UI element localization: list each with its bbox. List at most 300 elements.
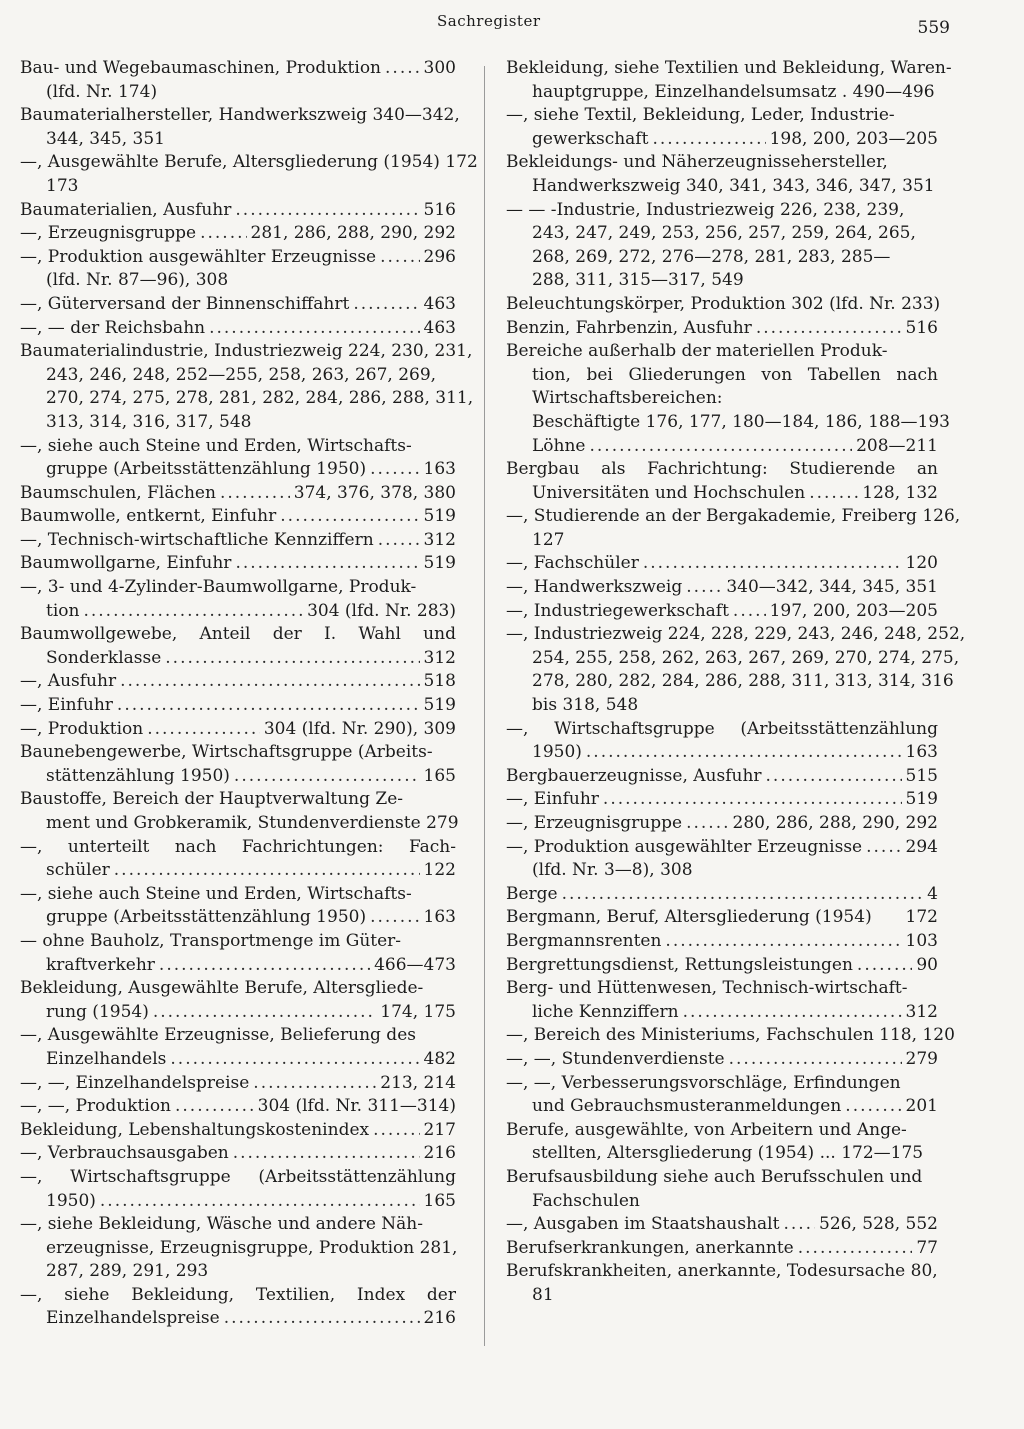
index-entry-continuation xyxy=(20,600,456,624)
dot-leader xyxy=(603,788,902,812)
page-number: 559 xyxy=(917,18,950,38)
index-term: —, 3- und 4-Zylinder-Baumwollgarne, Produk- xyxy=(20,577,417,598)
index-term: Baunebengewerbe, Wirtschaftsgruppe (Arbeits- xyxy=(20,742,433,763)
page-header xyxy=(0,12,1024,42)
index-term: —, Produktion ausgewählter Erzeugnisse xyxy=(506,836,863,857)
page-references: 4 xyxy=(927,883,938,904)
index-term: tion, bei Gliederungen von Tabellen nach xyxy=(532,364,938,385)
page-references: 519 xyxy=(423,695,456,716)
dot-leader xyxy=(235,199,419,223)
index-entry xyxy=(506,1213,938,1237)
index-entry-continuation xyxy=(20,765,456,789)
index-entry xyxy=(506,1260,938,1284)
index-column-right xyxy=(506,57,966,1307)
index-entry xyxy=(506,1048,938,1072)
index-entry xyxy=(506,458,938,482)
page-references: 312 xyxy=(423,647,456,668)
index-entry xyxy=(20,293,456,317)
index-entry-continuation xyxy=(506,1190,938,1214)
index-term: —, Verbrauchsausgaben xyxy=(20,1143,229,1164)
index-term: Bekleidung, siehe Textilien und Bekleidung, Waren- xyxy=(506,58,952,78)
page-references: 304 (lfd. Nr. 283) xyxy=(307,600,456,621)
index-entry-continuation xyxy=(20,364,456,388)
dot-leader xyxy=(589,435,852,459)
index-term: erzeugnisse, Erzeugnisgruppe, Produktion 281, xyxy=(46,1237,458,1258)
index-entry-continuation xyxy=(506,1095,938,1119)
dot-leader xyxy=(562,883,924,907)
dot-leader xyxy=(100,1190,420,1214)
index-term: (lfd. Nr. 87—96), 308 xyxy=(46,270,229,291)
dot-leader xyxy=(159,954,370,978)
index-term: Baumaterialhersteller, Handwerkszweig 340—342, xyxy=(20,105,460,126)
index-column-left xyxy=(20,57,478,1331)
dot-leader xyxy=(756,317,902,341)
page-references: 340—342, 344, 345, 351 xyxy=(726,577,938,598)
page-references: 165 xyxy=(423,765,456,786)
index-entry xyxy=(20,836,456,860)
index-entry xyxy=(506,836,938,860)
index-term: Bau- und Wegebaumaschinen, Produktion xyxy=(20,58,382,78)
dot-leader xyxy=(353,293,419,317)
dot-leader xyxy=(378,529,420,553)
index-term: 243, 247, 249, 253, 256, 257, 259, 264, 265, xyxy=(532,223,916,244)
dot-leader xyxy=(224,1307,420,1331)
index-term: 254, 255, 258, 262, 263, 267, 269, 270, 274, 275, xyxy=(532,647,960,668)
index-term: Baumaterialien, Ausfuhr xyxy=(20,199,232,220)
index-entry-continuation xyxy=(506,175,938,199)
index-entry xyxy=(20,576,456,600)
index-term: 313, 314, 316, 317, 548 xyxy=(46,411,252,432)
index-entry-continuation xyxy=(506,269,938,293)
index-term: Berufe, ausgewählte, von Arbeitern und Ange- xyxy=(506,1119,907,1140)
index-term: stättenzählung 1950) xyxy=(46,765,230,786)
index-entry xyxy=(20,246,456,270)
index-term: tion xyxy=(46,600,80,621)
page-references: 519 xyxy=(905,789,938,810)
index-term: —, — der Reichsbahn xyxy=(20,317,206,338)
index-term: 81 xyxy=(532,1284,554,1305)
dot-leader xyxy=(370,458,419,482)
index-term: Berufskrankheiten, anerkannte, Todesursache 80, xyxy=(506,1261,938,1282)
index-entry-continuation xyxy=(20,1048,456,1072)
index-term: Bereiche außerhalb der materiellen Produk- xyxy=(506,341,888,362)
index-term: —, Güterversand der Binnenschiffahrt xyxy=(20,293,350,314)
page-references: 526, 528, 552 xyxy=(819,1214,938,1235)
index-entry xyxy=(20,1166,456,1190)
index-entry-continuation xyxy=(506,694,938,718)
index-term: gruppe (Arbeitsstättenzählung 1950) xyxy=(46,459,367,480)
index-term: 243, 246, 248, 252—255, 258, 263, 267, 269, xyxy=(46,364,437,385)
page-references: 463 xyxy=(423,317,456,338)
index-term: —, Produktion ausgewählter Erzeugnisse xyxy=(20,246,377,267)
index-term: Baumaterialindustrie, Industriezweig 224, 230, 231, xyxy=(20,341,473,362)
index-term: —, Ausfuhr xyxy=(20,671,117,692)
index-term: Baustoffe, Bereich der Hauptverwaltung Ze- xyxy=(20,789,404,810)
dot-leader xyxy=(643,552,902,576)
index-term: Bergrettungsdienst, Rettungsleistungen xyxy=(506,954,853,975)
index-entry xyxy=(20,529,456,553)
dot-leader xyxy=(809,482,858,506)
index-entry xyxy=(506,1119,938,1143)
index-term: Berg- und Hüttenwesen, Technisch-wirtschaft- xyxy=(506,978,908,999)
index-entry-continuation xyxy=(506,128,938,152)
index-entry-continuation xyxy=(20,1260,456,1284)
index-entry xyxy=(506,788,938,812)
index-term: —, Erzeugnisgruppe xyxy=(506,813,683,833)
page-references: 312 xyxy=(905,1001,938,1022)
index-term: 287, 289, 291, 293 xyxy=(46,1261,209,1282)
index-entry xyxy=(20,340,473,364)
index-entry xyxy=(20,623,456,647)
column-divider xyxy=(484,66,485,1346)
page-references: 128, 132 xyxy=(862,482,938,503)
index-term: —, Industriegewerkschaft xyxy=(506,600,729,621)
index-term: ment und Grobkeramik, Stundenverdienste 279 xyxy=(46,813,459,833)
index-term: —, Fachschüler xyxy=(506,553,639,574)
index-term: Bekleidung, Ausgewählte Berufe, Altersgliede- xyxy=(20,978,424,999)
index-term: und Gebrauchsmusteranmeldungen xyxy=(532,1096,842,1117)
index-entry xyxy=(506,1024,955,1048)
index-entry xyxy=(506,930,938,954)
dot-leader xyxy=(83,600,303,624)
dot-leader xyxy=(866,836,901,860)
page-references: 77 xyxy=(916,1237,938,1258)
page-references: 300 xyxy=(423,58,456,78)
index-term: Löhne xyxy=(532,435,586,456)
index-entry-continuation xyxy=(20,954,456,978)
index-entry-continuation xyxy=(20,269,456,293)
index-term: —, Einfuhr xyxy=(506,789,599,810)
index-entry xyxy=(20,1142,456,1166)
index-term: 268, 269, 272, 276—278, 281, 283, 285— xyxy=(532,246,891,267)
index-term: Sonderklasse xyxy=(46,647,162,668)
page-references: 518 xyxy=(423,671,456,692)
index-entry xyxy=(20,1095,456,1119)
index-term: 1950) xyxy=(532,742,582,763)
running-head: Sachregister xyxy=(437,12,541,30)
dot-leader xyxy=(766,765,902,789)
index-term: —, siehe auch Steine und Erden, Wirtschafts- xyxy=(20,883,412,904)
index-term: Wirtschaftsbereichen: xyxy=(532,388,723,409)
index-entry xyxy=(506,765,938,789)
page-references: 90 xyxy=(916,954,938,975)
index-entry-continuation xyxy=(506,222,938,246)
dot-leader xyxy=(665,930,901,954)
index-entry xyxy=(506,505,961,529)
index-term: gewerkschaft xyxy=(532,128,649,149)
page-references: 172 xyxy=(905,907,938,928)
index-entry xyxy=(506,718,938,742)
index-term: — ohne Bauholz, Transportmenge im Güter- xyxy=(20,930,402,951)
index-entry xyxy=(506,600,938,624)
page-references: 516 xyxy=(905,317,938,338)
dot-leader xyxy=(783,1213,815,1237)
index-term: —, Technisch-wirtschaftliche Kennziffern xyxy=(20,529,374,550)
index-entry xyxy=(20,317,456,341)
index-term: (lfd. Nr. 3—8), 308 xyxy=(532,860,693,881)
dot-leader xyxy=(370,906,419,930)
index-term: 344, 345, 351 xyxy=(46,128,165,149)
dot-leader xyxy=(686,576,722,600)
page-references: 294 xyxy=(905,836,938,857)
dot-leader xyxy=(686,812,728,836)
index-term: —, Erzeugnisgruppe xyxy=(20,223,197,244)
index-term: —, siehe Bekleidung, Textilien, Index der xyxy=(20,1284,456,1305)
index-entry xyxy=(506,293,941,317)
index-term: —, Ausgaben im Staatshaushalt xyxy=(506,1214,780,1235)
index-entry-continuation xyxy=(506,859,938,883)
dot-leader xyxy=(234,765,420,789)
index-term: —, Einfuhr xyxy=(20,695,113,716)
index-term: Beleuchtungskörper, Produktion 302 (lfd. Nr. 233) xyxy=(506,293,941,314)
page-references: 482 xyxy=(423,1048,456,1069)
index-term: Einzelhandelspreise xyxy=(46,1308,220,1329)
index-entry xyxy=(506,812,938,836)
index-entry xyxy=(506,151,938,175)
index-term: —, —, Einzelhandelspreise xyxy=(20,1072,250,1093)
index-entry xyxy=(20,482,456,506)
page-references: 120 xyxy=(905,553,938,574)
page-references: 217 xyxy=(423,1119,456,1140)
index-term: hauptgruppe, Einzelhandelsumsatz . 490—496 xyxy=(532,81,935,102)
index-term: —, siehe Textil, Bekleidung, Leder, Industrie- xyxy=(506,105,895,126)
index-term: —, Industriezweig 224, 228, 229, 243, 246, 248, 252, xyxy=(506,624,966,645)
index-entry xyxy=(20,435,456,459)
index-term: — — -Industrie, Industriezweig 226, 238, 239, xyxy=(506,199,905,220)
page-references: 466—473 xyxy=(374,954,456,975)
index-entry-continuation xyxy=(506,387,938,411)
index-entry-continuation xyxy=(506,529,938,553)
index-term: —, —, Produktion xyxy=(20,1096,171,1117)
page-references: 163 xyxy=(423,907,456,928)
index-entry-continuation xyxy=(506,1284,938,1308)
index-term: Baumwolle, entkernt, Einfuhr xyxy=(20,506,277,527)
dot-leader xyxy=(117,694,420,718)
dot-leader xyxy=(235,552,419,576)
index-term: —, Bereich des Ministeriums, Fachschulen 118, 120 xyxy=(506,1025,955,1046)
index-entry xyxy=(506,552,938,576)
index-entry-continuation xyxy=(20,906,456,930)
dot-leader xyxy=(652,128,765,152)
index-entry xyxy=(506,883,938,907)
index-entry xyxy=(506,576,938,600)
page-references: 280, 286, 288, 290, 292 xyxy=(732,813,938,833)
page-references: 281, 286, 288, 290, 292 xyxy=(250,223,456,244)
index-term: 278, 280, 282, 284, 286, 288, 311, 313, 314, 316 xyxy=(532,671,954,692)
index-term: —, Wirtschaftsgruppe (Arbeitsstättenzählung xyxy=(20,1166,456,1187)
index-entry xyxy=(20,222,456,246)
page-references: 515 xyxy=(905,765,938,786)
dot-leader xyxy=(233,1142,420,1166)
index-entry xyxy=(506,1072,938,1096)
index-term: (lfd. Nr. 174) xyxy=(46,81,158,102)
dot-leader xyxy=(200,222,246,246)
page-references: 374, 376, 378, 380 xyxy=(293,482,456,503)
index-entry xyxy=(506,906,938,930)
index-term: —, Ausgewählte Berufe, Altersgliederung (1954) 172 xyxy=(20,152,478,173)
index-term: Bergmann, Beruf, Altersgliederung (1954) xyxy=(506,907,872,928)
index-entry-continuation xyxy=(20,1190,456,1214)
page-references: 197, 200, 203—205 xyxy=(769,600,938,621)
index-term: liche Kennziffern xyxy=(532,1001,679,1022)
index-term: 173 xyxy=(46,175,79,196)
index-entry xyxy=(506,317,938,341)
page-references: 103 xyxy=(905,930,938,951)
dot-leader xyxy=(147,718,260,742)
index-term: Bekleidungs- und Näherzeugnissehersteller, xyxy=(506,152,888,173)
index-term: Bekleidung, Lebenshaltungskostenindex xyxy=(20,1119,370,1140)
index-entry xyxy=(20,1284,456,1308)
index-entry-continuation xyxy=(506,81,938,105)
page-references: 296 xyxy=(423,246,456,267)
page-references: 198, 200, 203—205 xyxy=(769,128,938,149)
index-entry-continuation xyxy=(20,387,474,411)
index-term: Bergbauerzeugnisse, Ausfuhr xyxy=(506,765,762,786)
dot-leader xyxy=(170,1048,419,1072)
dot-leader xyxy=(120,670,419,694)
index-term: —, —, Stundenverdienste xyxy=(506,1048,725,1069)
index-term: —, unterteilt nach Fachrichtungen: Fach- xyxy=(20,836,456,857)
page-references: 163 xyxy=(905,742,938,763)
index-entry-continuation xyxy=(506,435,938,459)
index-term: Einzelhandels xyxy=(46,1048,167,1069)
page-references: 208—211 xyxy=(856,435,938,456)
index-entry xyxy=(506,340,938,364)
index-entry-continuation xyxy=(20,128,456,152)
page-references: 519 xyxy=(423,506,456,527)
index-term: Fachschulen xyxy=(532,1190,640,1211)
index-term: rung (1954) xyxy=(46,1001,149,1022)
page-references: 304 (lfd. Nr. 290), 309 xyxy=(263,718,456,739)
index-term: Handwerkszweig 340, 341, 343, 346, 347, 351 xyxy=(532,175,935,196)
index-entry xyxy=(506,104,938,128)
dot-leader xyxy=(380,246,419,270)
index-entry xyxy=(20,977,456,1001)
index-entry xyxy=(20,883,456,907)
index-entry-continuation xyxy=(20,647,456,671)
index-term: Berufsausbildung siehe auch Berufsschulen und xyxy=(506,1166,923,1187)
dot-leader xyxy=(586,741,902,765)
index-term: 1950) xyxy=(46,1190,96,1211)
dot-leader xyxy=(798,1237,913,1261)
index-entry-continuation xyxy=(506,364,938,388)
index-term: Baumschulen, Flächen xyxy=(20,482,216,503)
dot-leader xyxy=(220,482,290,506)
page-references: 165 xyxy=(423,1190,456,1211)
index-term: Berge xyxy=(506,883,558,904)
dot-leader xyxy=(165,647,419,671)
index-entry xyxy=(506,1166,938,1190)
index-entry-continuation xyxy=(506,670,954,694)
page-references: 163 xyxy=(423,459,456,480)
page-references: 216 xyxy=(423,1143,456,1164)
index-term: kraftverkehr xyxy=(46,954,155,975)
index-entry xyxy=(20,1119,456,1143)
index-entry xyxy=(20,1213,456,1237)
index-term: stellten, Altersgliederung (1954) ... 172—175 xyxy=(532,1143,924,1164)
index-entry-continuation xyxy=(20,81,456,105)
dot-leader xyxy=(253,1072,376,1096)
dot-leader xyxy=(209,317,419,341)
page-references: 122 xyxy=(423,860,456,881)
index-entry xyxy=(20,57,456,81)
index-entry-continuation xyxy=(20,859,456,883)
index-term: schüler xyxy=(46,860,110,881)
index-entry xyxy=(506,1237,938,1261)
dot-leader xyxy=(373,1119,419,1143)
index-entry xyxy=(20,552,456,576)
index-entry xyxy=(20,505,456,529)
index-entry xyxy=(20,718,456,742)
index-term: Beschäftigte 176, 177, 180—184, 186, 188—193 xyxy=(532,411,950,432)
index-entry-continuation xyxy=(20,458,456,482)
index-entry xyxy=(20,1072,456,1096)
index-term: Benzin, Fahrbenzin, Ausfuhr xyxy=(506,317,752,338)
index-entry-continuation xyxy=(20,411,456,435)
index-entry xyxy=(20,151,478,175)
index-term: —, Studierende an der Bergakademie, Freiberg 126, xyxy=(506,506,961,527)
page-references: 201 xyxy=(905,1096,938,1117)
index-entry-continuation xyxy=(20,1237,456,1261)
index-entry xyxy=(20,199,456,223)
index-entry-continuation xyxy=(20,812,459,836)
index-term: Baumwollgarne, Einfuhr xyxy=(20,553,232,574)
page-references: 213, 214 xyxy=(380,1072,456,1093)
page-references: 312 xyxy=(423,529,456,550)
index-entry xyxy=(20,930,456,954)
index-entry xyxy=(20,670,456,694)
index-entry xyxy=(506,954,938,978)
dot-leader xyxy=(733,600,766,624)
index-entry-continuation xyxy=(506,411,950,435)
index-entry xyxy=(20,788,456,812)
index-entry-continuation xyxy=(506,647,960,671)
index-entry-continuation xyxy=(20,1307,456,1331)
index-term: —, —, Verbesserungsvorschläge, Erfindungen xyxy=(506,1072,901,1093)
index-term: 288, 311, 315—317, 549 xyxy=(532,270,744,291)
index-entry-continuation xyxy=(20,175,456,199)
index-entry xyxy=(20,1024,456,1048)
page-references: 463 xyxy=(423,293,456,314)
index-entry-continuation xyxy=(506,482,938,506)
index-term: 127 xyxy=(532,529,565,550)
index-term: —, Wirtschaftsgruppe (Arbeitsstättenzählung xyxy=(506,718,938,739)
index-entry xyxy=(506,57,952,81)
index-entry-continuation xyxy=(506,1142,938,1166)
dot-leader xyxy=(857,954,912,978)
index-term: —, siehe auch Steine und Erden, Wirtschafts- xyxy=(20,435,412,456)
page-references: 519 xyxy=(423,553,456,574)
index-entry xyxy=(20,741,456,765)
index-entry-continuation xyxy=(506,246,938,270)
index-entry xyxy=(20,104,460,128)
dot-leader xyxy=(175,1095,254,1119)
index-term: Baumwollgewebe, Anteil der I. Wahl und xyxy=(20,624,456,645)
index-entry xyxy=(506,977,938,1001)
dot-leader xyxy=(729,1048,902,1072)
page-references: 174, 175 xyxy=(380,1001,456,1022)
index-entry xyxy=(506,623,966,647)
index-entry xyxy=(506,199,938,223)
index-term: bis 318, 548 xyxy=(532,695,639,716)
dot-leader xyxy=(114,859,420,883)
index-term: —, Produktion xyxy=(20,718,144,739)
index-term: 270, 274, 275, 278, 281, 282, 284, 286, 288, 311, xyxy=(46,388,474,409)
index-term: Berufserkrankungen, anerkannte xyxy=(506,1237,794,1258)
dot-leader xyxy=(385,57,420,81)
index-term: —, Handwerkszweig xyxy=(506,577,683,598)
index-entry-continuation xyxy=(20,1001,456,1025)
